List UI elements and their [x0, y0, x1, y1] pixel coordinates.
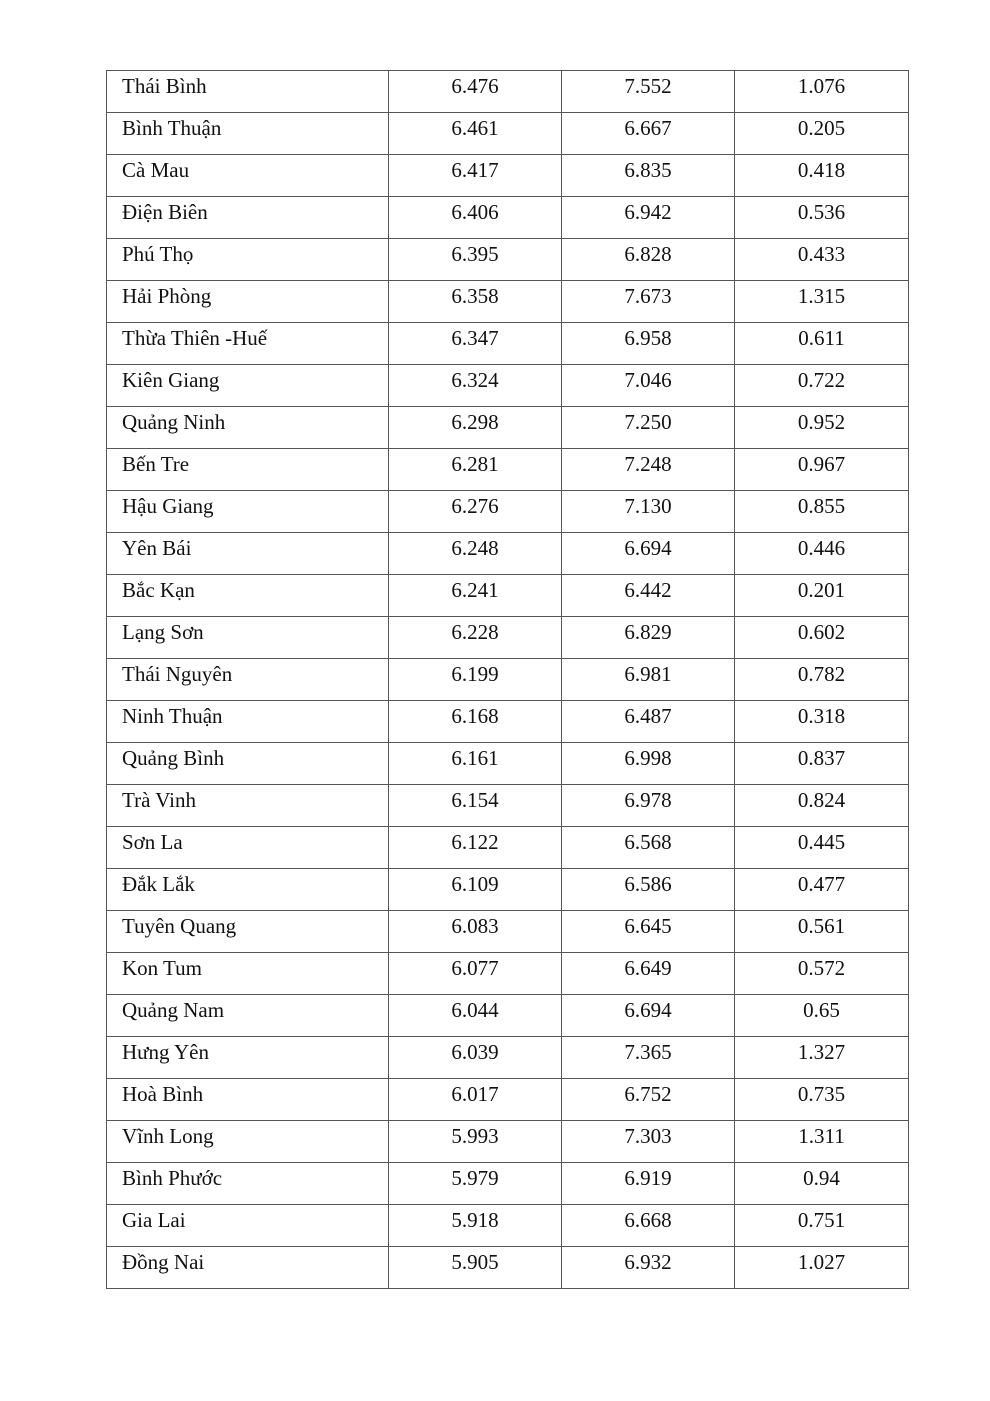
table-row [107, 1037, 909, 1079]
value-1-cell [389, 1121, 562, 1163]
difference-cell [735, 491, 909, 533]
cell-value: 6.358 [451, 284, 499, 308]
province-name-cell [107, 785, 389, 827]
cell-value: 6.835 [624, 158, 672, 182]
province-name-cell [107, 617, 389, 659]
cell-value: 7.130 [624, 494, 672, 518]
cell-value: 1.315 [797, 284, 846, 308]
value-2-cell [562, 1247, 735, 1289]
province-name: Yên Bái [122, 536, 192, 560]
province-name-cell [107, 197, 389, 239]
value-1-cell [389, 1037, 562, 1079]
cell-value: 0.94 [803, 1166, 840, 1190]
table-row [107, 575, 909, 617]
difference-cell [735, 533, 909, 575]
cell-value: 0.751 [797, 1208, 846, 1232]
table-row [107, 491, 909, 533]
difference-cell [735, 785, 909, 827]
value-2-cell [562, 785, 735, 827]
table-row [107, 995, 909, 1037]
table-row [107, 113, 909, 155]
cell-value: 0.967 [797, 452, 846, 476]
value-2-cell [562, 449, 735, 491]
difference-cell [735, 1079, 909, 1121]
value-1-cell [389, 281, 562, 323]
value-1-cell [389, 1163, 562, 1205]
value-2-cell [562, 995, 735, 1037]
table-row [107, 827, 909, 869]
table-row [107, 323, 909, 365]
cell-value: 6.324 [451, 368, 499, 392]
value-1-cell [389, 449, 562, 491]
table-row [107, 617, 909, 659]
difference-cell [735, 659, 909, 701]
cell-value: 0.561 [797, 914, 846, 938]
table-row [107, 1079, 909, 1121]
value-1-cell [389, 155, 562, 197]
cell-value: 0.722 [797, 368, 846, 392]
cell-value: 6.932 [624, 1250, 672, 1274]
province-name-cell [107, 533, 389, 575]
value-1-cell [389, 71, 562, 113]
table-row [107, 365, 909, 407]
province-name-cell [107, 1121, 389, 1163]
table-row [107, 1205, 909, 1247]
cell-value: 1.311 [798, 1124, 845, 1148]
province-name-cell [107, 1079, 389, 1121]
table-row [107, 197, 909, 239]
province-name-cell [107, 323, 389, 365]
value-1-cell [389, 113, 562, 155]
province-name: Điện Biên [122, 200, 208, 224]
value-2-cell [562, 701, 735, 743]
cell-value: 6.406 [451, 200, 499, 224]
value-2-cell [562, 617, 735, 659]
cell-value: 5.905 [451, 1250, 499, 1274]
value-2-cell [562, 1121, 735, 1163]
value-1-cell [389, 869, 562, 911]
cell-value: 5.918 [451, 1208, 499, 1232]
province-name: Phú Thọ [122, 242, 194, 266]
cell-value: 6.694 [624, 998, 672, 1022]
cell-value: 0.735 [797, 1082, 846, 1106]
cell-value: 1.027 [797, 1250, 846, 1274]
difference-cell [735, 911, 909, 953]
value-2-cell [562, 323, 735, 365]
cell-value: 6.395 [451, 242, 499, 266]
cell-value: 6.276 [451, 494, 499, 518]
value-2-cell [562, 827, 735, 869]
difference-cell [735, 827, 909, 869]
cell-value: 7.552 [624, 74, 672, 98]
value-1-cell [389, 533, 562, 575]
cell-value: 0.318 [797, 704, 846, 728]
cell-value: 6.998 [624, 746, 672, 770]
province-name-cell [107, 869, 389, 911]
value-1-cell [389, 365, 562, 407]
difference-cell [735, 323, 909, 365]
value-2-cell [562, 953, 735, 995]
province-name-cell [107, 71, 389, 113]
province-name-cell [107, 365, 389, 407]
province-name: Hưng Yên [122, 1040, 210, 1064]
difference-cell [735, 995, 909, 1037]
value-1-cell [389, 575, 562, 617]
province-name: Trà Vinh [122, 788, 197, 812]
province-name: Gia Lai [122, 1208, 186, 1232]
cell-value: 6.487 [624, 704, 672, 728]
province-name-cell [107, 281, 389, 323]
cell-value: 0.952 [797, 410, 846, 434]
value-2-cell [562, 1079, 735, 1121]
cell-value: 6.752 [624, 1082, 672, 1106]
cell-value: 6.568 [624, 830, 672, 854]
table-row [107, 911, 909, 953]
cell-value: 7.673 [624, 284, 672, 308]
table-row [107, 659, 909, 701]
value-2-cell [562, 1205, 735, 1247]
table-row [107, 743, 909, 785]
province-name: Quảng Bình [122, 746, 225, 770]
cell-value: 6.586 [624, 872, 672, 896]
cell-value: 6.958 [624, 326, 672, 350]
province-name: Thái Nguyên [122, 662, 233, 686]
cell-value: 7.248 [624, 452, 672, 476]
cell-value: 6.649 [624, 956, 672, 980]
cell-value: 6.668 [624, 1208, 672, 1232]
value-1-cell [389, 1079, 562, 1121]
cell-value: 6.083 [451, 914, 499, 938]
cell-value: 7.046 [624, 368, 672, 392]
cell-value: 1.327 [797, 1040, 846, 1064]
province-name-cell [107, 113, 389, 155]
table-row [107, 155, 909, 197]
value-2-cell [562, 911, 735, 953]
cell-value: 0.65 [803, 998, 840, 1022]
value-1-cell [389, 743, 562, 785]
value-2-cell [562, 575, 735, 617]
cell-value: 0.837 [797, 746, 846, 770]
cell-value: 6.417 [451, 158, 499, 182]
value-2-cell [562, 533, 735, 575]
cell-value: 1.076 [797, 74, 846, 98]
province-name: Bình Phước [122, 1166, 223, 1190]
province-name-cell [107, 239, 389, 281]
cell-value: 6.161 [451, 746, 499, 770]
province-name-cell [107, 1163, 389, 1205]
cell-value: 0.572 [797, 956, 846, 980]
province-name: Bình Thuận [122, 116, 222, 140]
value-2-cell [562, 365, 735, 407]
difference-cell [735, 1121, 909, 1163]
cell-value: 0.602 [797, 620, 846, 644]
province-name: Lạng Sơn [122, 620, 204, 644]
table-row [107, 953, 909, 995]
province-name-cell [107, 953, 389, 995]
cell-value: 5.993 [451, 1124, 499, 1148]
cell-value: 0.445 [797, 830, 846, 854]
province-name-cell [107, 449, 389, 491]
value-2-cell [562, 281, 735, 323]
province-name: Quảng Nam [122, 998, 225, 1022]
cell-value: 6.154 [451, 788, 499, 812]
difference-cell [735, 449, 909, 491]
province-name: Hải Phòng [122, 284, 212, 308]
province-name-cell [107, 575, 389, 617]
cell-value: 0.205 [797, 116, 846, 140]
value-1-cell [389, 1205, 562, 1247]
value-1-cell [389, 197, 562, 239]
cell-value: 6.228 [451, 620, 499, 644]
cell-value: 6.829 [624, 620, 672, 644]
cell-value: 0.446 [797, 536, 846, 560]
province-name-cell [107, 827, 389, 869]
cell-value: 5.979 [451, 1166, 499, 1190]
province-name: Hậu Giang [122, 494, 214, 518]
difference-cell [735, 701, 909, 743]
cell-value: 6.645 [624, 914, 672, 938]
province-name: Vĩnh Long [122, 1124, 214, 1148]
cell-value: 0.855 [797, 494, 846, 518]
province-name-cell [107, 659, 389, 701]
value-1-cell [389, 953, 562, 995]
difference-cell [735, 743, 909, 785]
province-name: Quảng Ninh [122, 410, 226, 434]
province-name: Đồng Nai [122, 1250, 205, 1274]
table-row [107, 1121, 909, 1163]
table-row [107, 71, 909, 113]
difference-cell [735, 953, 909, 995]
province-data-table [106, 70, 909, 1289]
value-1-cell [389, 617, 562, 659]
cell-value: 6.919 [624, 1166, 672, 1190]
province-name-cell [107, 911, 389, 953]
value-2-cell [562, 407, 735, 449]
cell-value: 7.250 [624, 410, 672, 434]
cell-value: 6.039 [451, 1040, 499, 1064]
value-2-cell [562, 491, 735, 533]
value-1-cell [389, 659, 562, 701]
difference-cell [735, 239, 909, 281]
value-2-cell [562, 155, 735, 197]
cell-value: 0.611 [798, 326, 845, 350]
cell-value: 6.017 [451, 1082, 499, 1106]
cell-value: 0.824 [797, 788, 846, 812]
value-2-cell [562, 869, 735, 911]
province-name-cell [107, 155, 389, 197]
value-2-cell [562, 197, 735, 239]
province-name-cell [107, 1247, 389, 1289]
difference-cell [735, 365, 909, 407]
province-name: Cà Mau [122, 158, 190, 182]
difference-cell [735, 869, 909, 911]
cell-value: 0.477 [797, 872, 846, 896]
cell-value: 0.433 [797, 242, 846, 266]
difference-cell [735, 1205, 909, 1247]
cell-value: 6.298 [451, 410, 499, 434]
province-name: Kiên Giang [122, 368, 220, 392]
value-1-cell [389, 785, 562, 827]
value-2-cell [562, 113, 735, 155]
table-row [107, 449, 909, 491]
difference-cell [735, 1037, 909, 1079]
province-name: Thái Bình [122, 74, 207, 98]
value-1-cell [389, 1247, 562, 1289]
value-2-cell [562, 659, 735, 701]
value-2-cell [562, 71, 735, 113]
value-2-cell [562, 239, 735, 281]
province-name-cell [107, 995, 389, 1037]
cell-value: 0.536 [797, 200, 846, 224]
value-1-cell [389, 827, 562, 869]
difference-cell [735, 71, 909, 113]
cell-value: 6.241 [451, 578, 499, 602]
cell-value: 6.109 [451, 872, 499, 896]
province-name: Thừa Thiên -Huế [122, 326, 268, 350]
cell-value: 6.981 [624, 662, 672, 686]
table-row [107, 869, 909, 911]
table-row [107, 785, 909, 827]
province-name: Bến Tre [122, 452, 190, 476]
table-body [107, 71, 909, 1289]
cell-value: 6.442 [624, 578, 672, 602]
difference-cell [735, 197, 909, 239]
cell-value: 6.168 [451, 704, 499, 728]
province-name: Tuyên Quang [122, 914, 237, 938]
province-name: Hoà Bình [122, 1082, 204, 1106]
value-2-cell [562, 743, 735, 785]
difference-cell [735, 617, 909, 659]
difference-cell [735, 281, 909, 323]
province-name-cell [107, 701, 389, 743]
province-name: Đắk Lắk [122, 872, 195, 896]
cell-value: 7.303 [624, 1124, 672, 1148]
cell-value: 7.365 [624, 1040, 672, 1064]
cell-value: 0.418 [797, 158, 846, 182]
province-name-cell [107, 1037, 389, 1079]
value-1-cell [389, 491, 562, 533]
difference-cell [735, 575, 909, 617]
province-name: Kon Tum [122, 956, 202, 980]
cell-value: 6.476 [451, 74, 499, 98]
province-name: Ninh Thuận [122, 704, 223, 728]
value-2-cell [562, 1163, 735, 1205]
cell-value: 6.199 [451, 662, 499, 686]
cell-value: 6.248 [451, 536, 499, 560]
table-row [107, 701, 909, 743]
difference-cell [735, 1247, 909, 1289]
cell-value: 6.461 [451, 116, 499, 140]
cell-value: 6.828 [624, 242, 672, 266]
cell-value: 0.782 [797, 662, 846, 686]
cell-value: 6.077 [451, 956, 499, 980]
province-name-cell [107, 1205, 389, 1247]
value-1-cell [389, 701, 562, 743]
value-1-cell [389, 407, 562, 449]
value-2-cell [562, 1037, 735, 1079]
table-row [107, 239, 909, 281]
province-name: Bắc Kạn [122, 578, 195, 602]
table-row [107, 1247, 909, 1289]
difference-cell [735, 113, 909, 155]
value-1-cell [389, 323, 562, 365]
province-name: Sơn La [122, 830, 183, 854]
cell-value: 6.281 [451, 452, 499, 476]
table-row [107, 407, 909, 449]
cell-value: 6.667 [624, 116, 672, 140]
cell-value: 6.122 [451, 830, 499, 854]
difference-cell [735, 155, 909, 197]
table-row [107, 533, 909, 575]
cell-value: 6.942 [624, 200, 672, 224]
value-1-cell [389, 911, 562, 953]
cell-value: 6.347 [451, 326, 499, 350]
province-name-cell [107, 407, 389, 449]
difference-cell [735, 1163, 909, 1205]
cell-value: 6.694 [624, 536, 672, 560]
table-row [107, 1163, 909, 1205]
difference-cell [735, 407, 909, 449]
table-row [107, 281, 909, 323]
cell-value: 6.044 [451, 998, 499, 1022]
province-name-cell [107, 743, 389, 785]
cell-value: 6.978 [624, 788, 672, 812]
value-1-cell [389, 995, 562, 1037]
value-1-cell [389, 239, 562, 281]
cell-value: 0.201 [797, 578, 846, 602]
province-name-cell [107, 491, 389, 533]
